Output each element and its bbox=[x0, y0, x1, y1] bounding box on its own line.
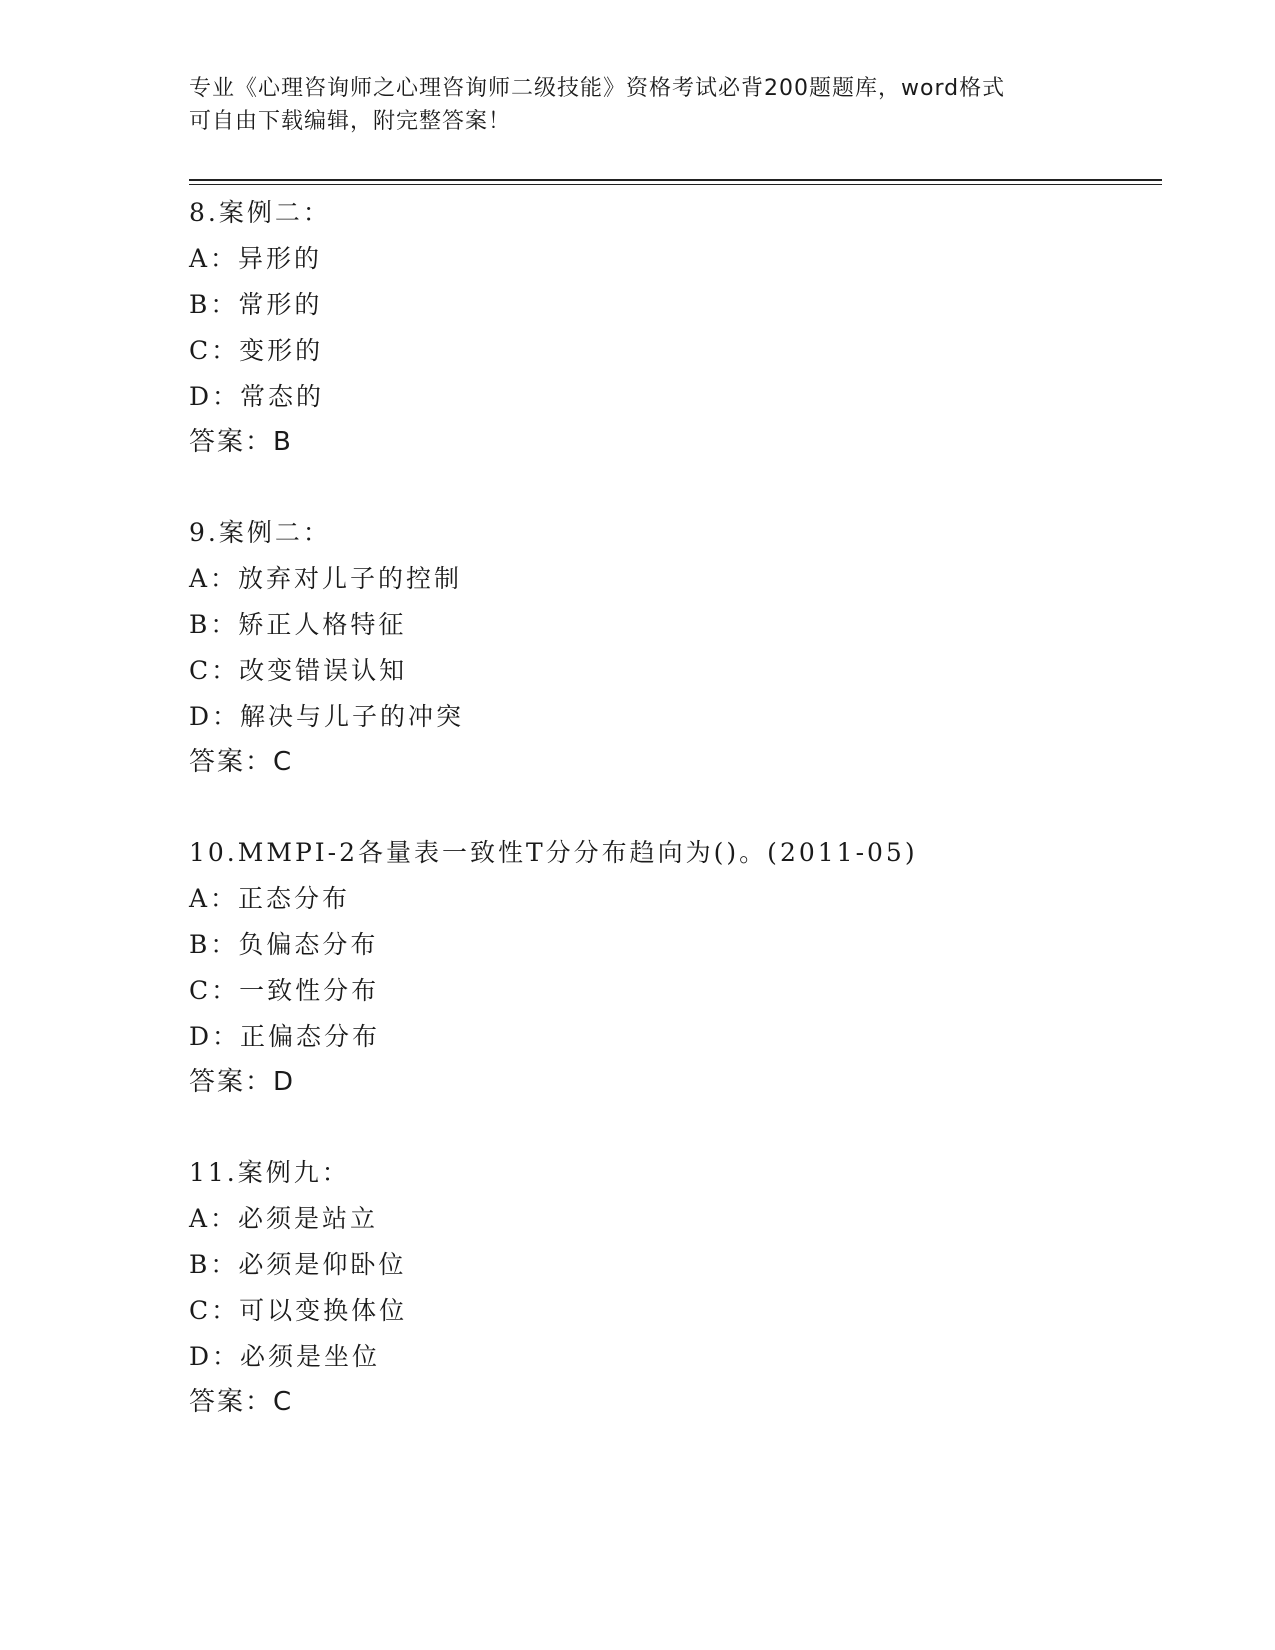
option-a: A：放弃对儿子的控制 bbox=[189, 564, 463, 593]
question-9 bbox=[189, 510, 1162, 784]
option-b: B：必须是仰卧位 bbox=[189, 1250, 407, 1279]
option-d: D：必须是坐位 bbox=[189, 1342, 381, 1371]
question-stem: 8.案例二： bbox=[189, 198, 331, 227]
answer-line: 答案：D bbox=[189, 1067, 296, 1097]
question-8 bbox=[189, 190, 1162, 464]
header-line-2: 可自由下载编辑，附完整答案！ bbox=[189, 109, 512, 134]
answer-line: 答案：B bbox=[189, 427, 293, 457]
question-stem: 11.案例九： bbox=[189, 1158, 350, 1187]
option-a: A：必须是站立 bbox=[189, 1204, 379, 1233]
document-header bbox=[189, 72, 1089, 138]
question-stem: 9.案例二： bbox=[189, 518, 331, 547]
header-divider bbox=[189, 179, 1162, 185]
question-10 bbox=[189, 830, 1162, 1104]
option-b: B：常形的 bbox=[189, 290, 323, 319]
question-stem: 10.MMPI-2各量表一致性T分分布趋向为()。(2011-05) bbox=[189, 838, 918, 867]
option-a: A：异形的 bbox=[189, 244, 323, 273]
option-b: B：负偏态分布 bbox=[189, 930, 379, 959]
option-c: C：改变错误认知 bbox=[189, 656, 408, 685]
option-d: D：正偏态分布 bbox=[189, 1022, 381, 1051]
option-a: A：正态分布 bbox=[189, 884, 351, 913]
answer-line: 答案：C bbox=[189, 1387, 294, 1417]
option-b: B：矫正人格特征 bbox=[189, 610, 407, 639]
answer-line: 答案：C bbox=[189, 747, 294, 777]
question-list bbox=[189, 190, 1162, 1470]
question-11 bbox=[189, 1150, 1162, 1424]
option-c: C：一致性分布 bbox=[189, 976, 380, 1005]
option-d: D：解决与儿子的冲突 bbox=[189, 702, 465, 731]
header-line-1: 专业《心理咨询师之心理咨询师二级技能》资格考试必背200题题库，word格式 bbox=[189, 76, 1006, 101]
option-c: C：可以变换体位 bbox=[189, 1296, 408, 1325]
option-c: C：变形的 bbox=[189, 336, 324, 365]
option-d: D：常态的 bbox=[189, 382, 325, 411]
